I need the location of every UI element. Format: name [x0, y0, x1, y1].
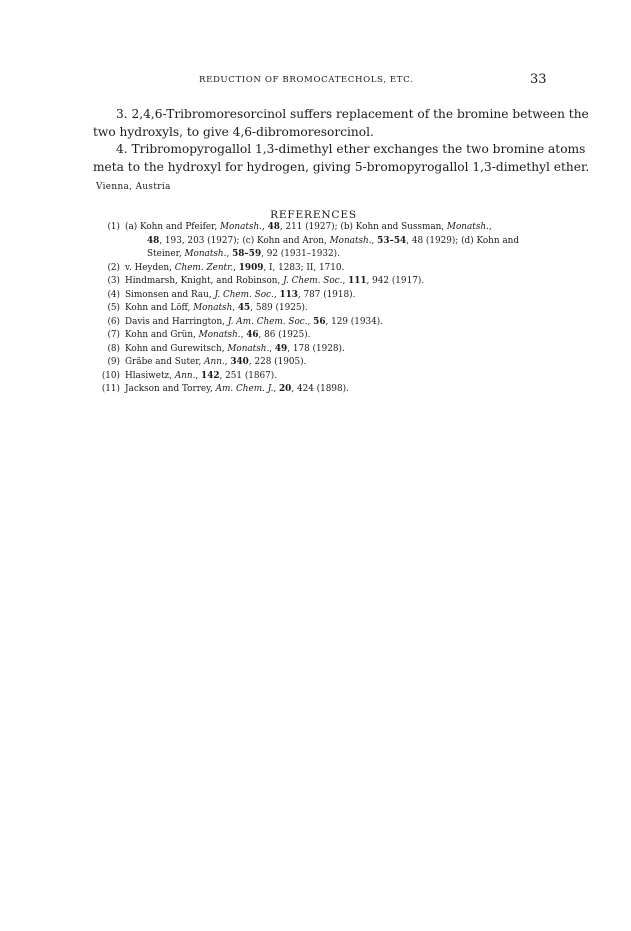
- reference-journal: Am. Chem. J.: [215, 384, 274, 394]
- reference-volume: 49: [274, 343, 288, 354]
- reference-journal: J. Chem. Soc.: [283, 276, 343, 286]
- reference-10: (10) Hlasiwetz, Ann., 142, 251 (1867).: [94, 370, 564, 384]
- reference-journal: Ann.: [204, 357, 225, 367]
- reference-volume: 113: [279, 289, 298, 300]
- reference-volume: 111: [348, 276, 367, 286]
- reference-number: (8): [107, 343, 120, 354]
- place-signature: Vienna, Austria: [96, 182, 171, 192]
- reference-authors: Kohn and Gurewitsch,: [125, 343, 228, 354]
- running-header: [0, 70, 631, 90]
- reference-volume: 46: [246, 330, 259, 340]
- paragraph-4-line-1: 4. Tribromopyrogallol 1,3-dimethyl ether exchanges the two bromine atoms: [116, 142, 586, 156]
- reference-authors: Simonsen and Rau,: [125, 289, 215, 300]
- paragraph-4: [93, 141, 590, 176]
- paragraph-3-line-1: 3. 2,4,6-Tribromoresorcinol suffers replacement of the bromine between the: [116, 107, 589, 121]
- reference-volume: 56: [313, 316, 326, 327]
- reference-number: (5): [107, 303, 120, 313]
- reference-number: (7): [107, 330, 120, 340]
- reference-7: (7) Kohn and Grün, Monatsh., 46, 86 (1925).: [94, 329, 564, 343]
- reference-journal: Monatsh.: [227, 343, 270, 354]
- reference-volume: 20: [279, 384, 292, 394]
- reference-pages: , 178 (1928).: [287, 343, 345, 354]
- running-title: REDUCTION OF BROMOCATECHOLS, ETC.: [199, 75, 414, 85]
- paragraph-3: [93, 106, 589, 141]
- reference-pages: , I, 1283; II, 1710.: [263, 262, 345, 273]
- reference-1: [94, 221, 564, 262]
- reference-5: (5) Kohn and Löff, Monatsh, 45, 589 (1925).: [94, 302, 564, 316]
- reference-journal: Monatsh: [193, 303, 233, 313]
- reference-volume: 45: [237, 303, 251, 313]
- reference-volume: 1909: [238, 262, 264, 273]
- reference-line: 48, 193, 203 (1927); (c) Kohn and Aron, Monatsh., 53–54, 48 (1929); (d) Kohn and: [147, 235, 520, 246]
- page-number: 33: [530, 72, 547, 87]
- reference-authors: Davis and Harrington,: [125, 316, 228, 327]
- reference-journal: Monatsh.: [198, 330, 241, 340]
- reference-authors: Jackson and Torrey,: [125, 384, 216, 394]
- reference-number: (2): [107, 262, 120, 273]
- reference-authors: Kohn and Löff,: [125, 303, 194, 313]
- reference-number: (9): [107, 357, 120, 367]
- reference-number: (3): [107, 276, 120, 286]
- reference-journal: Ann.: [174, 370, 196, 381]
- references-list: [94, 221, 564, 397]
- reference-number: (4): [107, 289, 120, 300]
- reference-journal: Chem. Zentr.: [174, 262, 234, 273]
- reference-pages: , 129 (1934).: [325, 316, 384, 327]
- reference-6: (6) Davis and Harrington, J. Am. Chem. Soc., 56, 129 (1934).: [94, 316, 564, 330]
- references-heading: [0, 203, 631, 222]
- body-text: [93, 106, 590, 176]
- reference-line: Steiner, Monatsh., 58–59, 92 (1931–1932).: [147, 249, 340, 259]
- reference-11: (11) Jackson and Torrey, Am. Chem. J., 20, 424 (1898).: [94, 383, 564, 397]
- reference-pages: , 228 (1905).: [248, 357, 307, 367]
- reference-authors: Gräbe and Suter,: [125, 357, 205, 367]
- reference-authors: Hlasiwetz,: [125, 370, 175, 381]
- paragraph-4-line-2: meta to the hydroxyl for hydrogen, giving 5-bromopyrogallol 1,3-dimethyl ether.: [93, 159, 590, 174]
- reference-number: (6): [107, 316, 120, 327]
- reference-line: (a) Kohn and Pfeifer, Monatsh., 48, 211 (1927); (b) Kohn and Sussman, Monatsh.,: [125, 222, 492, 232]
- reference-pages: , 251 (1867).: [219, 370, 278, 381]
- reference-9: (9) Gräbe and Suter, Ann., 340, 228 (1905).: [94, 356, 564, 370]
- reference-number: (11): [101, 384, 120, 394]
- reference-volume: 340: [230, 357, 249, 367]
- reference-pages: , 787 (1918).: [297, 289, 356, 300]
- reference-8: (8) Kohn and Gurewitsch, Monatsh., 49, 178 (1928).: [94, 343, 564, 357]
- reference-number: (10): [101, 370, 120, 381]
- reference-authors: Kohn and Grün,: [125, 330, 199, 340]
- reference-pages: , 589 (1925).: [250, 303, 308, 313]
- references-heading-text: REFERENCES: [270, 209, 357, 221]
- reference-journal: J. Am. Chem. Soc.: [227, 316, 308, 327]
- paragraph-3-line-2: two hydroxyls, to give 4,6-dibromoresorcinol.: [93, 124, 374, 139]
- reference-pages: , 86 (1925).: [258, 330, 311, 340]
- reference-journal: J. Chem. Soc.: [214, 289, 274, 300]
- reference-authors: Hindmarsh, Knight, and Robinson,: [125, 276, 284, 286]
- reference-pages: , 942 (1917).: [366, 276, 425, 286]
- reference-volume: 142: [201, 370, 220, 381]
- reference-3: (3) Hindmarsh, Knight, and Robinson, J. Chem. Soc., 111, 942 (1917).: [94, 275, 564, 289]
- reference-4: (4) Simonsen and Rau, J. Chem. Soc., 113, 787 (1918).: [94, 289, 564, 303]
- reference-2: (2) v. Heyden, Chem. Zentr., 1909, I, 1283; II, 1710.: [94, 262, 564, 276]
- reference-pages: , 424 (1898).: [291, 384, 349, 394]
- reference-authors: v. Heyden,: [125, 262, 175, 273]
- reference-number: (1): [107, 222, 120, 232]
